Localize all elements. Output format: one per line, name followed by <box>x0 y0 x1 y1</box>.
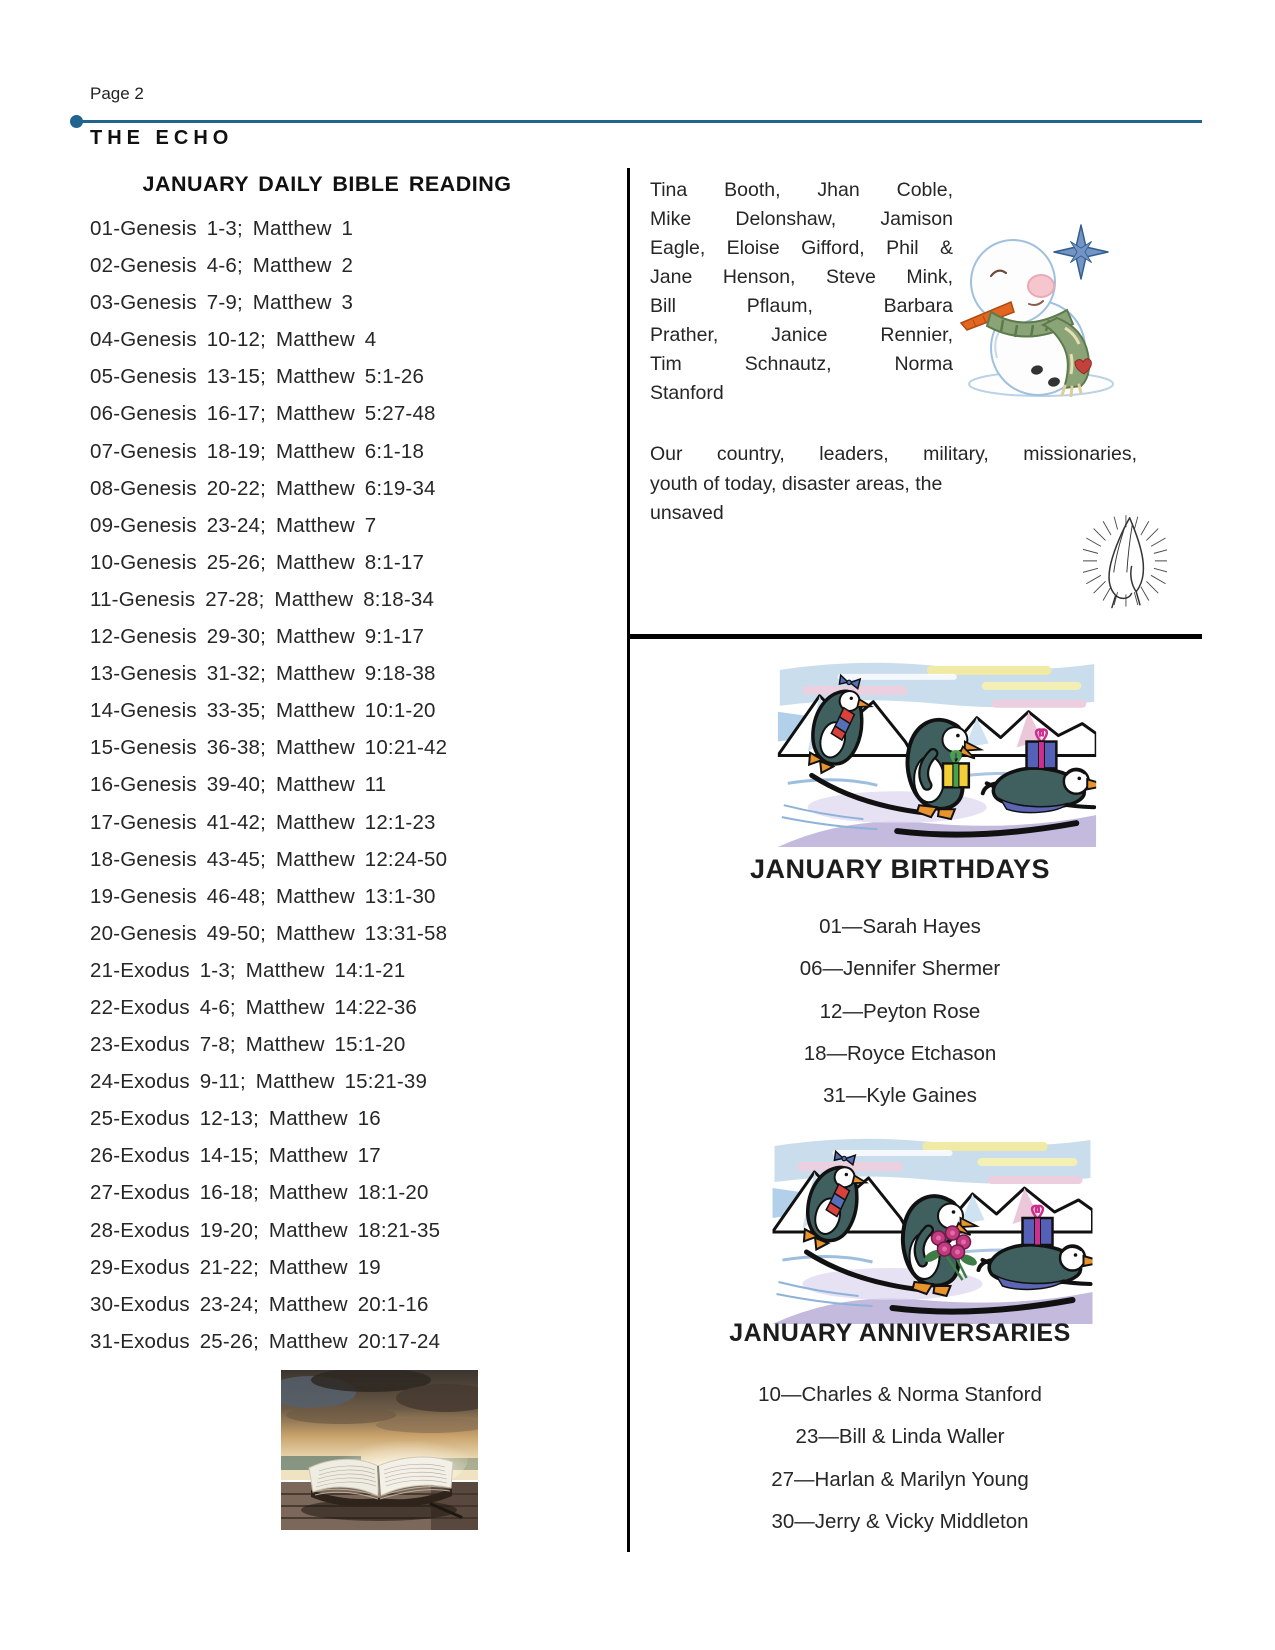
praying-hands-icon <box>1083 500 1167 618</box>
bible-reading-entry: 29-Exodus 21-22; Matthew 19 <box>90 1255 381 1279</box>
bible-reading-entry: 17-Genesis 41-42; Matthew 12:1-23 <box>90 810 436 834</box>
prayer-names-line: Prather, Janice Rennier, <box>650 324 953 346</box>
penguins-flowers-image <box>770 1132 1095 1324</box>
bible-reading-entry: 01-Genesis 1-3; Matthew 1 <box>90 217 354 240</box>
bible-reading-entry: 25-Exodus 12-13; Matthew 16 <box>90 1107 381 1131</box>
bible-reading-entry: 26-Exodus 14-15; Matthew 17 <box>90 1144 381 1168</box>
bible-reading-entry: 18-Genesis 43-45; Matthew 12:24-50 <box>90 847 448 871</box>
bible-reading-entry: 28-Exodus 19-20; Matthew 18:21-35 <box>90 1218 441 1242</box>
bible-reading-entry: 31-Exodus 25-26; Matthew 20:17-24 <box>90 1329 441 1353</box>
birthday-item: 06—Jennifer Shermer <box>799 957 1001 981</box>
bible-reading-entry: 02-Genesis 4-6; Matthew 2 <box>90 254 354 278</box>
bible-reading-entry: 30-Exodus 23-24; Matthew 20:1-16 <box>90 1292 429 1316</box>
anniversary-item: 27—Harlan & Marilyn Young <box>771 1467 1029 1491</box>
bible-reading-entry: 10-Genesis 25-26; Matthew 8:1-17 <box>90 550 425 574</box>
birthdays-list <box>615 906 1185 1117</box>
bible-reading-entry: 05-Genesis 13-15; Matthew 5:1-26 <box>90 365 425 389</box>
bible-reading-entry: 11-Genesis 27-28; Matthew 8:18-34 <box>90 587 435 611</box>
open-bible-photo <box>281 1370 478 1530</box>
bible-reading-title: JANUARY DAILY BIBLE READING <box>142 172 512 196</box>
masthead-title: THE ECHO <box>90 127 234 149</box>
prayer-names-line: Bill Pflaum, Barbara <box>650 295 953 317</box>
header-rule <box>76 120 1202 123</box>
snowman-icon <box>953 220 1120 397</box>
snowman-icon <box>953 220 1120 397</box>
bible-reading-entry: 24-Exodus 9-11; Matthew 15:21-39 <box>90 1070 428 1094</box>
bible-reading-entry: 16-Genesis 39-40; Matthew 11 <box>90 773 387 797</box>
prayer-names-line: Eagle, Eloise Gifford, Phil & <box>650 237 953 259</box>
bible-reading-entry: 04-Genesis 10-12; Matthew 4 <box>90 328 377 352</box>
bible-reading-entry: 03-Genesis 7-9; Matthew 3 <box>90 291 354 315</box>
anniversaries-title: JANUARY ANNIVERSARIES <box>729 1319 1071 1347</box>
birthday-item: 01—Sarah Hayes <box>819 915 981 938</box>
penguins-flowers-image <box>770 1132 1095 1324</box>
bible-reading-entry: 13-Genesis 31-32; Matthew 9:18-38 <box>90 662 436 686</box>
bible-reading-entry: 07-Genesis 18-19; Matthew 6:1-18 <box>90 439 425 463</box>
anniversary-item: 30—Jerry & Vicky Middleton <box>771 1509 1029 1533</box>
penguins-gift-image <box>777 656 1097 847</box>
bible-reading-entry: 09-Genesis 23-24; Matthew 7 <box>90 513 377 537</box>
birthdays-title: JANUARY BIRTHDAYS <box>749 854 1051 884</box>
anniversary-item: 23—Bill & Linda Waller <box>795 1425 1005 1449</box>
general-prayer-paragraph <box>650 440 1137 529</box>
praying-hands-icon <box>1083 500 1167 618</box>
page-number: Page 2 <box>90 84 144 103</box>
bible-reading-entry: 14-Genesis 33-35; Matthew 10:1-20 <box>90 699 436 723</box>
birthday-item: 18—Royce Etchason <box>803 1041 997 1065</box>
bible-reading-entry: 20-Genesis 49-50; Matthew 13:31-58 <box>90 921 448 945</box>
anniversary-item: 10—Charles & Norma Stanford <box>758 1383 1042 1406</box>
open-bible-photo <box>281 1370 478 1530</box>
anniversaries-list <box>615 1374 1185 1543</box>
bible-reading-entry: 23-Exodus 7-8; Matthew 15:1-20 <box>90 1033 406 1057</box>
prayer-names-line: Mike Delonshaw, Jamison <box>650 208 953 230</box>
bible-reading-entry: 27-Exodus 16-18; Matthew 18:1-20 <box>90 1181 429 1205</box>
prayer-names-line: Stanford <box>650 382 724 404</box>
prayer-names-paragraph <box>650 176 953 408</box>
general-prayer-line: youth of today, disaster areas, the <box>650 472 943 495</box>
birthday-item: 31—Kyle Gaines <box>823 1084 977 1108</box>
birthday-item: 12—Peyton Rose <box>819 999 981 1023</box>
bible-reading-entry: 12-Genesis 29-30; Matthew 9:1-17 <box>90 625 425 649</box>
bible-reading-entry: 08-Genesis 20-22; Matthew 6:19-34 <box>90 476 436 500</box>
general-prayer-line: unsaved <box>650 502 724 525</box>
prayer-names-line: Tina Booth, Jhan Coble, <box>650 179 953 201</box>
bible-reading-entry: 15-Genesis 36-38; Matthew 10:21-42 <box>90 736 448 760</box>
bible-reading-entry: 21-Exodus 1-3; Matthew 14:1-21 <box>90 958 406 982</box>
bible-reading-list <box>90 210 590 1360</box>
prayer-names-line: Jane Henson, Steve Mink, <box>650 266 953 288</box>
bible-reading-entry: 22-Exodus 4-6; Matthew 14:22-36 <box>90 995 418 1019</box>
bible-reading-entry: 19-Genesis 46-48; Matthew 13:1-30 <box>90 884 436 908</box>
section-divider <box>628 634 1202 639</box>
penguins-gift-image <box>777 656 1097 847</box>
general-prayer-line: Our country, leaders, military, missionaries, <box>650 443 1137 465</box>
prayer-names-line: Tim Schnautz, Norma <box>650 353 953 375</box>
bible-reading-entry: 06-Genesis 16-17; Matthew 5:27-48 <box>90 402 436 426</box>
